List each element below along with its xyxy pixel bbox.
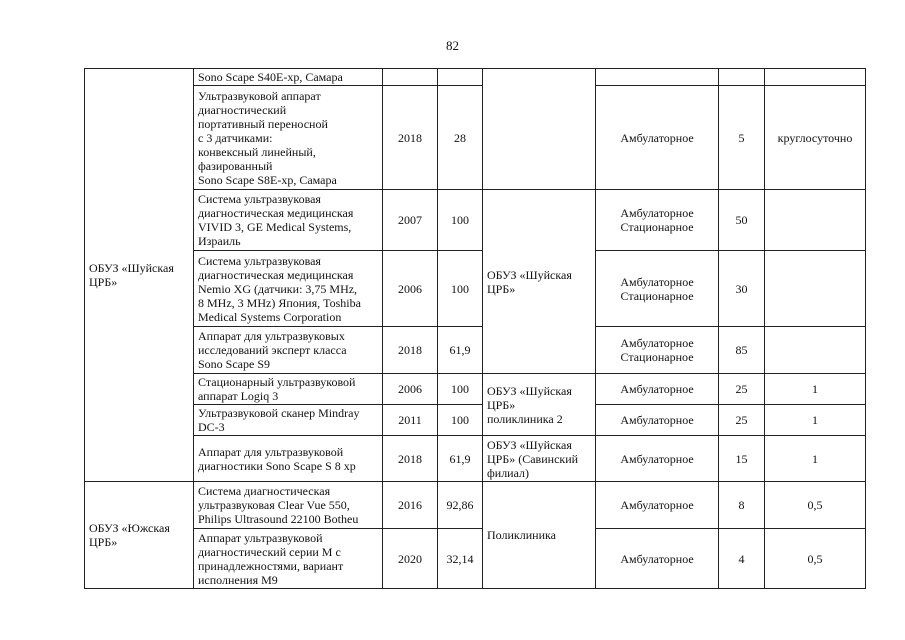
qty-cell: 61,9	[438, 436, 483, 482]
device-cell: Система ультразвуковая диагностическая медицинская VIVID 3, GE Medical Systems, Израиль	[194, 190, 383, 251]
hours-cell: 1	[765, 405, 866, 436]
hours-cell	[765, 190, 866, 251]
table-row	[85, 405, 866, 436]
device-cell: Sono Scape S40E-xp, Самара	[194, 69, 383, 86]
mode-cell: Амбулаторное	[596, 86, 719, 190]
mode-cell: Амбулаторное Стационарное	[596, 327, 719, 374]
device-cell: Система диагностическая ультразвуковая Clear Vue 550, Philips Ultrasound 22100 Botheu	[194, 482, 383, 529]
location-cell: Поликлиника	[483, 482, 596, 589]
year-cell	[383, 69, 438, 86]
table-row	[85, 529, 866, 589]
mode-cell: Амбулаторное	[596, 436, 719, 482]
year-cell: 2020	[383, 529, 438, 589]
table-row	[85, 251, 866, 327]
device-cell: Ультразвуковой аппарат диагностический портативный переносной с 3 датчиками: конвексный линейный, фазированный Sono Scape S8E-xp, Самара	[194, 86, 383, 190]
count-cell: 4	[719, 529, 765, 589]
table-row	[85, 190, 866, 251]
hours-cell	[765, 251, 866, 327]
count-cell: 25	[719, 374, 765, 405]
qty-cell: 100	[438, 405, 483, 436]
institution-cell: ОБУЗ «Шуйская ЦРБ»	[85, 69, 194, 482]
mode-cell: Амбулаторное	[596, 405, 719, 436]
device-cell: Стационарный ультразвуковой аппарат Logiq 3	[194, 374, 383, 405]
year-cell: 2018	[383, 86, 438, 190]
qty-cell: 100	[438, 251, 483, 327]
location-cell: ОБУЗ «Шуйская ЦРБ»	[483, 190, 596, 374]
hours-cell	[765, 327, 866, 374]
hours-cell: круглосуточно	[765, 86, 866, 190]
location-cell: ОБУЗ «Шуйская ЦРБ» (Савинский филиал)	[483, 436, 596, 482]
count-cell	[719, 69, 765, 86]
qty-cell: 100	[438, 190, 483, 251]
location-cell: ОБУЗ «Шуйская ЦРБ» поликлиника 2	[483, 374, 596, 436]
mode-cell: Амбулаторное	[596, 529, 719, 589]
location-cell	[483, 69, 596, 190]
hours-cell: 1	[765, 374, 866, 405]
qty-cell: 100	[438, 374, 483, 405]
year-cell: 2006	[383, 251, 438, 327]
equipment-table	[84, 68, 866, 589]
mode-cell: Амбулаторное	[596, 482, 719, 529]
year-cell: 2018	[383, 327, 438, 374]
device-cell: Ультразвуковой сканер Mindray DC-3	[194, 405, 383, 436]
qty-cell	[438, 69, 483, 86]
hours-cell	[765, 69, 866, 86]
qty-cell: 92,86	[438, 482, 483, 529]
qty-cell: 32,14	[438, 529, 483, 589]
year-cell: 2011	[383, 405, 438, 436]
count-cell: 15	[719, 436, 765, 482]
institution-cell: ОБУЗ «Южская ЦРБ»	[85, 482, 194, 589]
table-row	[85, 69, 866, 86]
hours-cell: 0,5	[765, 482, 866, 529]
year-cell: 2007	[383, 190, 438, 251]
count-cell: 25	[719, 405, 765, 436]
table-row	[85, 436, 866, 482]
year-cell: 2018	[383, 436, 438, 482]
device-cell: Аппарат для ультразвуковых исследований эксперт класса Sono Scape S9	[194, 327, 383, 374]
qty-cell: 61,9	[438, 327, 483, 374]
hours-cell: 1	[765, 436, 866, 482]
count-cell: 50	[719, 190, 765, 251]
device-cell: Система ультразвуковая диагностическая медицинская Nemio XG (датчики: 3,75 MHz, 8 MHz, 3 MHz) Япония, Toshiba Medical Systems Corporation	[194, 251, 383, 327]
table-row	[85, 327, 866, 374]
count-cell: 8	[719, 482, 765, 529]
count-cell: 85	[719, 327, 765, 374]
hours-cell: 0,5	[765, 529, 866, 589]
table-row	[85, 374, 866, 405]
qty-cell: 28	[438, 86, 483, 190]
count-cell: 5	[719, 86, 765, 190]
device-cell: Аппарат для ультразвуковой диагностики Sono Scape S 8 xp	[194, 436, 383, 482]
mode-cell: Амбулаторное	[596, 374, 719, 405]
page-number: 82	[446, 38, 459, 53]
year-cell: 2006	[383, 374, 438, 405]
table-row	[85, 482, 866, 529]
table-row	[85, 86, 866, 190]
mode-cell: Амбулаторное Стационарное	[596, 251, 719, 327]
mode-cell	[596, 69, 719, 86]
count-cell: 30	[719, 251, 765, 327]
year-cell: 2016	[383, 482, 438, 529]
device-cell: Аппарат ультразвуковой диагностический серии М с принадлежностями, вариант исполнения М9	[194, 529, 383, 589]
mode-cell: Амбулаторное Стационарное	[596, 190, 719, 251]
